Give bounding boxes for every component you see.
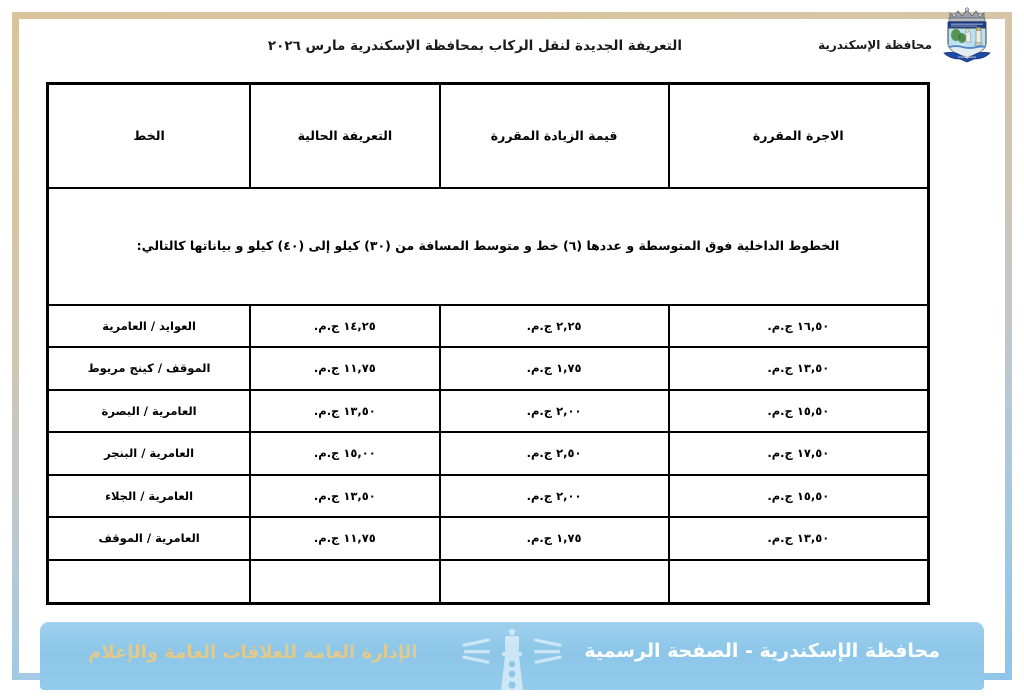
cell-route: العامرية / البصرة — [48, 390, 251, 433]
table-row — [48, 432, 929, 475]
governorate-label: محافظة الإسكندرية — [818, 38, 932, 52]
table-header-row — [48, 84, 929, 188]
page-title: التعريفة الجديدة لنقل الركاب بمحافظة الإسكندرية مارس ٢٠٢٦ — [267, 38, 682, 54]
cell-route — [48, 560, 251, 604]
lighthouse-icon — [452, 624, 572, 690]
cell-current-fare: ١١,٧٥ ج.م. — [250, 517, 439, 560]
table-row — [48, 475, 929, 518]
cell-increase-value: ٢,٠٠ ج.م. — [440, 475, 669, 518]
alexandria-coat-of-arms-icon — [936, 2, 998, 64]
column-header-current-fare: التعريفة الحالية — [250, 84, 439, 188]
footer-banner — [40, 622, 984, 690]
cell-route: العامرية / الجلاء — [48, 475, 251, 518]
document-header — [0, 32, 1024, 66]
table-row — [48, 517, 929, 560]
cell-increase-value: ١,٧٥ ج.م. — [440, 347, 669, 390]
fare-table — [46, 82, 930, 605]
table-row-empty — [48, 560, 929, 604]
cell-increase-value: ٢,٥٠ ج.م. — [440, 432, 669, 475]
footer-official-page-label: محافظة الإسكندرية - الصفحة الرسمية — [584, 640, 940, 662]
cell-decided-fare — [669, 560, 929, 604]
table-row — [48, 305, 929, 348]
cell-current-fare: ١٥,٠٠ ج.م. — [250, 432, 439, 475]
cell-decided-fare: ١٥,٥٠ ج.م. — [669, 390, 929, 433]
cell-decided-fare: ١٣,٥٠ ج.م. — [669, 347, 929, 390]
column-header-increase-value: قيمة الزيادة المقررة — [440, 84, 669, 188]
column-header-decided-fare: الاجرة المقررة — [669, 84, 929, 188]
cell-current-fare: ١١,٧٥ ج.م. — [250, 347, 439, 390]
cell-decided-fare: ١٧,٥٠ ج.م. — [669, 432, 929, 475]
cell-increase-value — [440, 560, 669, 604]
cell-current-fare: ١٣,٥٠ ج.م. — [250, 475, 439, 518]
cell-current-fare — [250, 560, 439, 604]
cell-current-fare: ١٣,٥٠ ج.م. — [250, 390, 439, 433]
cell-decided-fare: ١٣,٥٠ ج.م. — [669, 517, 929, 560]
cell-route: الموقف / كينج مريوط — [48, 347, 251, 390]
cell-current-fare: ١٤,٢٥ ج.م. — [250, 305, 439, 348]
fare-table-body — [48, 305, 929, 604]
fare-table-container — [46, 82, 930, 605]
cell-decided-fare: ١٦,٥٠ ج.م. — [669, 305, 929, 348]
cell-route: العوايد / العامرية — [48, 305, 251, 348]
table-intro-text: الخطوط الداخلية فوق المتوسطة و عددها (٦) خط و متوسط المسافة من (٣٠) كيلو إلى (٤٠) كيلو و بياناتها كالتالي: — [48, 188, 929, 305]
cell-decided-fare: ١٥,٥٠ ج.م. — [669, 475, 929, 518]
cell-increase-value: ١,٧٥ ج.م. — [440, 517, 669, 560]
footer-department-label: الإدارة العامة للعلاقات العامة والإعلام — [88, 642, 418, 663]
column-header-route: الخط — [48, 84, 251, 188]
cell-increase-value: ٢,٠٠ ج.م. — [440, 390, 669, 433]
table-row — [48, 390, 929, 433]
cell-route: العامرية / البنجر — [48, 432, 251, 475]
cell-route: العامرية / الموقف — [48, 517, 251, 560]
cell-increase-value: ٢,٢٥ ج.م. — [440, 305, 669, 348]
table-row — [48, 347, 929, 390]
table-intro-row — [48, 188, 929, 305]
